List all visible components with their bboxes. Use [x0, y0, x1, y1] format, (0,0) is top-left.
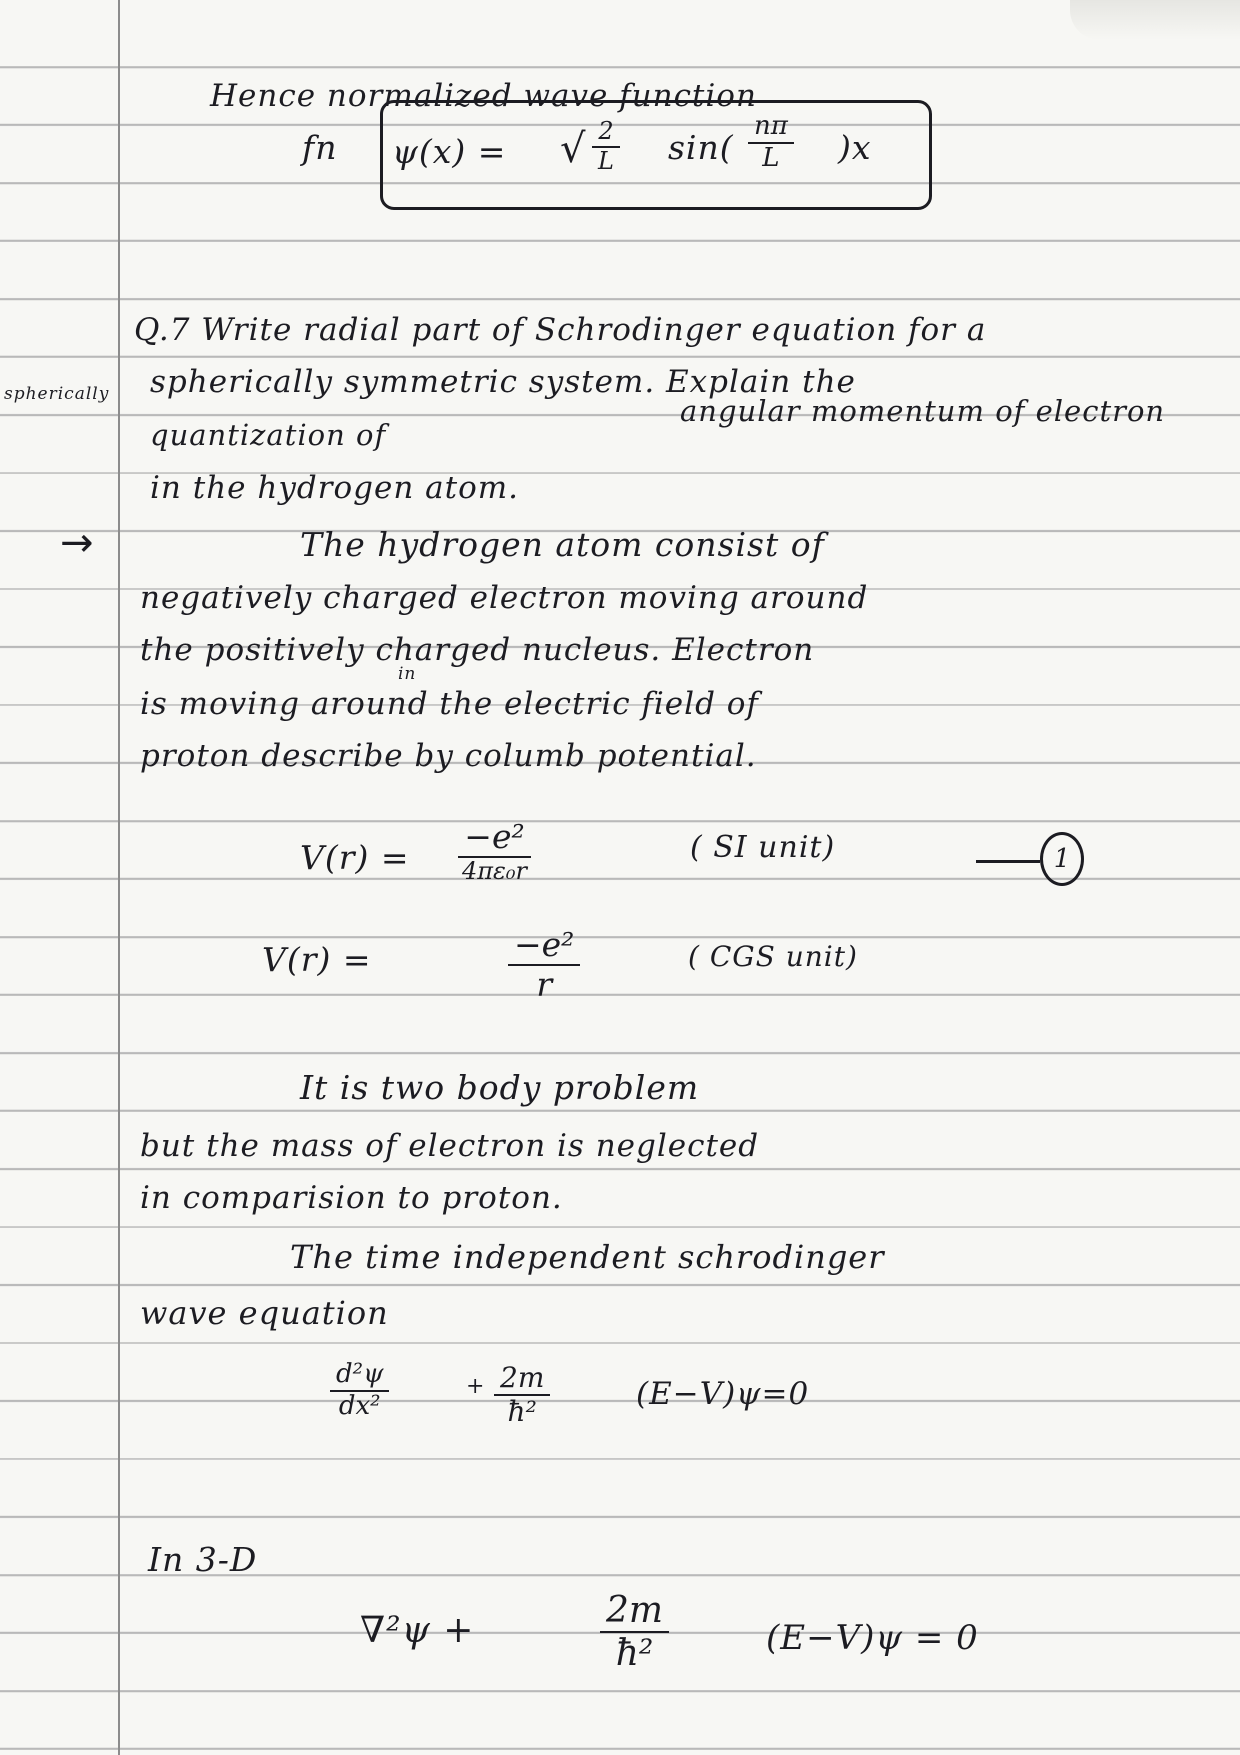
wave-eq-1d-tail: (E−V)ψ=0: [636, 1376, 810, 1412]
margin-line: [118, 0, 120, 1755]
potential-si-fraction: [456, 818, 533, 886]
wave-function-heading: Hence normalized wave function: [210, 78, 757, 114]
sqrt-denominator: L: [598, 146, 614, 175]
question-line-4: in the hydrogen atom.: [150, 470, 520, 506]
wave-eq-1d-derivative: [330, 1360, 389, 1422]
wave-eq-3d-tail: (E−V)ψ = 0: [766, 1618, 979, 1658]
page-corner-shadow: [1070, 0, 1240, 40]
wave-eq-3d-coef-numerator: 2m: [600, 1590, 669, 1633]
sqrt-fraction: [592, 118, 620, 175]
sin-head: sin(: [668, 128, 734, 167]
potential-si-numerator: −e²: [458, 818, 530, 858]
paragraph2-line-3: in comparision to proton.: [140, 1180, 563, 1216]
answer-line-5: proton describe by columb potential.: [140, 738, 757, 774]
sin-denominator: L: [762, 142, 780, 173]
potential-cgs-unit: ( CGS unit): [688, 940, 858, 973]
equation-number-leader: [976, 860, 1040, 863]
question-line-2: spherically symmetric system. Explain the: [150, 364, 856, 400]
answer-insert: in: [398, 664, 417, 684]
wave-eq-1d-coef-numerator: 2m: [494, 1362, 550, 1396]
sin-fraction: [748, 112, 794, 174]
wave-eq-1d-numerator: d²ψ: [330, 1360, 389, 1392]
potential-cgs-fraction: [508, 926, 580, 1004]
potential-si-unit: ( SI unit): [690, 830, 836, 865]
potential-cgs-lhs: V(r) =: [262, 940, 372, 979]
wave-eq-1d-denominator: dx²: [338, 1390, 381, 1421]
wave-eq-3d-coef-denominator: ħ²: [615, 1633, 654, 1675]
paragraph3-line-2: wave equation: [140, 1294, 389, 1332]
wave-eq-1d-coef-denominator: ħ²: [507, 1395, 537, 1429]
question-line-1: Q.7 Write radial part of Schrodinger equation for a: [134, 312, 987, 348]
potential-cgs-denominator: r: [536, 964, 553, 1004]
wave-eq-1d-plus: +: [466, 1374, 486, 1399]
sin-numerator: nπ: [748, 112, 794, 144]
answer-line-4: is moving around the electric field of: [140, 686, 759, 722]
question-line-3: quantization of: [150, 418, 387, 452]
answer-line-2: negatively charged electron moving around: [140, 580, 869, 616]
wave-function-lhs: ψ(x) =: [392, 132, 507, 171]
potential-si-denominator: 4πε₀r: [462, 856, 528, 885]
sqrt-sign: √: [560, 126, 587, 172]
equation-number-1: 1: [1040, 832, 1084, 886]
potential-si-lhs: V(r) =: [300, 838, 410, 877]
wave-eq-3d-coefficient: [600, 1590, 669, 1675]
paragraph2-line-2: but the mass of electron is neglected: [140, 1128, 760, 1164]
answer-arrow-icon: →: [60, 520, 94, 566]
sin-tail: )x: [838, 128, 872, 167]
answer-line-1: The hydrogen atom consist of: [300, 525, 825, 564]
potential-cgs-numerator: −e²: [508, 926, 580, 966]
wave-eq-3d-lhs: ∇²ψ +: [360, 1610, 475, 1651]
wave-eq-1d-coefficient: [494, 1362, 550, 1428]
in-3d-heading: In 3-D: [148, 1540, 258, 1579]
margin-note: spherically: [4, 384, 110, 404]
sqrt-numerator: 2: [592, 118, 619, 148]
paragraph2-line-1: It is two body problem: [300, 1068, 700, 1107]
answer-line-3: the positively charged nucleus. Electron: [140, 632, 815, 668]
paragraph3-line-1: The time independent schrodinger: [290, 1238, 885, 1276]
wave-function-label: fn: [302, 128, 338, 167]
question-line-2-tail: angular momentum of electron: [680, 394, 1166, 428]
